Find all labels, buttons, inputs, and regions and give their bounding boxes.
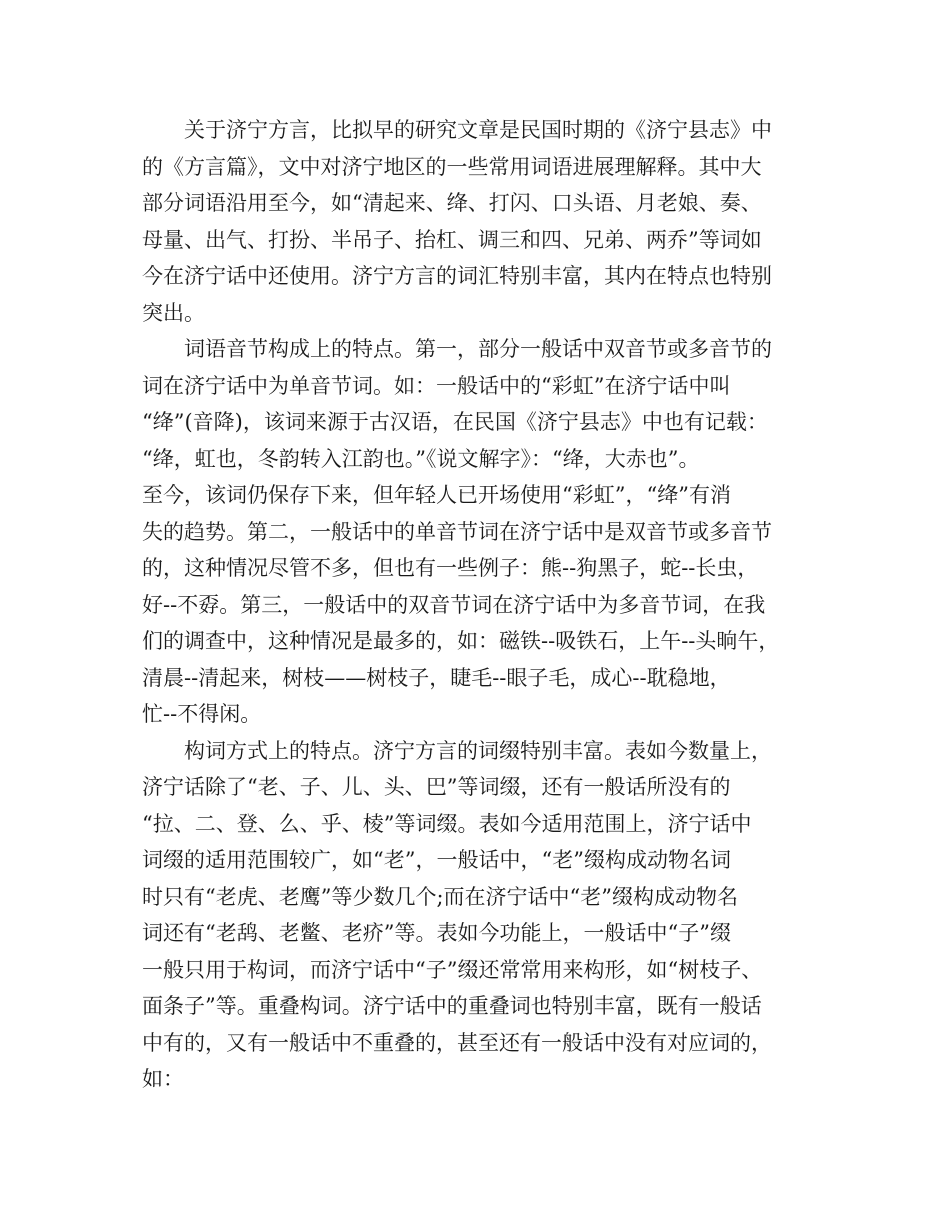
text-line: 构词方式上的特点。济宁方言的词缀特别丰富。表如今数量上， <box>184 738 772 763</box>
text-line: 济宁话除了“老、子、儿、头、巴”等词缀，还有一般话所没有的 <box>142 775 731 799</box>
paragraph-intro <box>142 112 810 331</box>
document-body <box>142 112 810 1098</box>
text-line: 如： <box>142 1067 184 1091</box>
paragraph-syllable <box>142 331 810 733</box>
text-line: 清晨--清起来，树枝——树枝子，睫毛--眼子毛，成心--耽稳地， <box>142 665 731 690</box>
text-line: 的，这种情况尽管不多，但也有一些例子：熊--狗黑子，蛇--长虫， <box>142 556 759 580</box>
text-line: 母量、出气、打扮、半吊子、抬杠、调三和四、兄弟、两乔”等词如 <box>142 227 762 252</box>
text-line: 中有的，又有一般话中不重叠的，甚至还有一般话中没有对应词的， <box>142 1030 772 1055</box>
text-line: 们的调查中，这种情况是最多的，如：磁铁--吸铁石，上午--头晌午， <box>142 629 780 653</box>
text-line: 失的趋势。第二，一般话中的单音节词在济宁话中是双音节或多音节 <box>142 519 772 544</box>
text-line: 突出。 <box>142 300 205 325</box>
text-line: 部分词语沿用至今，如“清起来、绛、打闪、口头语、月老娘、奏、 <box>142 191 762 215</box>
text-line: 词在济宁话中为单音节词。如：一般话中的“彩虹”在济宁话中叫 <box>142 373 731 398</box>
text-line: “绛”(音降)，该词来源于古汉语，在民国《济宁县志》中也有记载： <box>142 410 768 434</box>
paragraph-word-formation <box>142 733 810 1098</box>
text-line: 今在济宁话中还使用。济宁方言的词汇特别丰富，其内在特点也特别 <box>142 264 772 288</box>
text-line: 词还有“老鸹、老鳖、老疥”等。表如今功能上，一般话中“子”缀 <box>142 921 731 945</box>
text-line: 词缀的适用范围较广，如“老”，一般话中，“老”缀构成动物名词 <box>142 848 731 872</box>
text-line: 至今，该词仍保存下来，但年轻人已开场使用“彩虹”，“绛”有消 <box>142 483 731 507</box>
text-line: 关于济宁方言，比拟早的研究文章是民国时期的《济宁县志》中 <box>184 118 772 142</box>
text-line: 时只有“老虎、老鹰”等少数几个;而在济宁话中“老”缀构成动物名 <box>142 884 739 909</box>
text-line: 面条子”等。重叠构词。济宁话中的重叠词也特别丰富，既有一般话 <box>142 994 762 1018</box>
text-line: 一般只用于构词，而济宁话中“子”缀还常常用来构形，如“树枝子、 <box>142 957 763 982</box>
text-line: 忙--不得闲。 <box>142 702 262 726</box>
text-line: “绛，虹也，冬韵转入江韵也。”《说文解字》：“绛，大赤也”。 <box>142 446 700 471</box>
text-line: “拉、二、登、么、乎、棱”等词缀。表如今适用范围上，济宁话中 <box>142 811 752 836</box>
text-line: 词语音节构成上的特点。第一，部分一般话中双音节或多音节的 <box>184 337 772 361</box>
text-line: 好--不孬。第三，一般话中的双音节词在济宁话中为多音节词，在我 <box>142 592 766 617</box>
text-line: 的《方言篇》，文中对济宁地区的一些常用词语进展理解释。其中大 <box>142 154 762 179</box>
